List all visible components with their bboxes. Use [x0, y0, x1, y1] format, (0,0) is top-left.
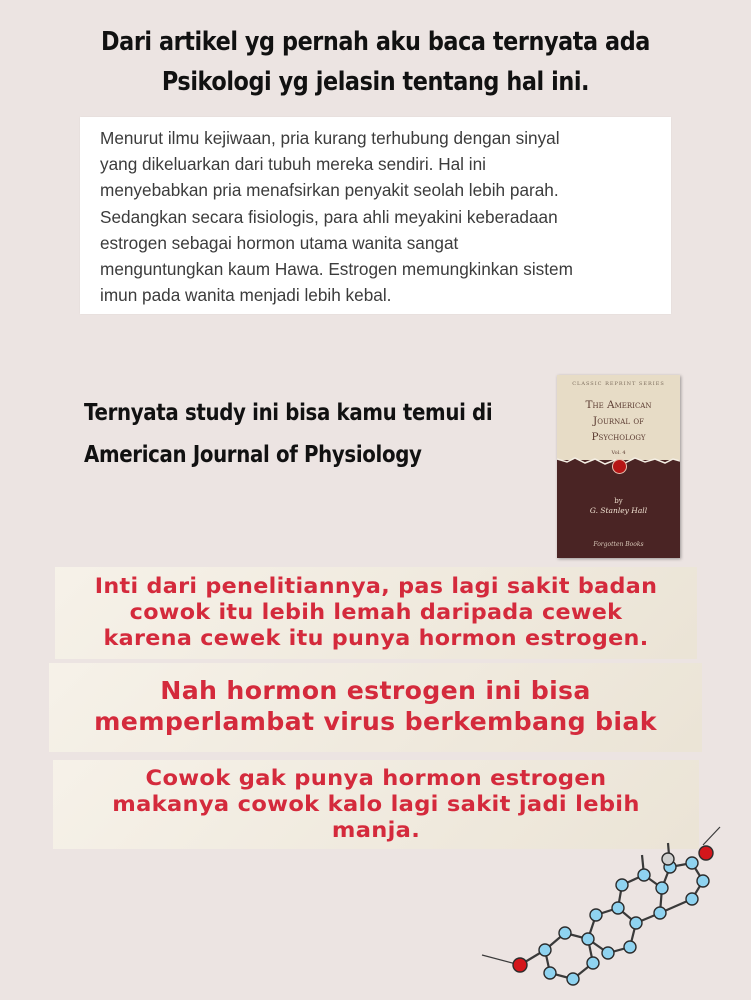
- book-volume: Vol. 4: [611, 450, 626, 456]
- quote-line: menguntungkan kaum Hawa. Estrogen memungkinkan sistem: [100, 259, 573, 280]
- journal-book-cover: [557, 375, 680, 558]
- quote-line: Sedangkan secara fisiologis, para ahli meyakini keberadaan: [100, 206, 558, 227]
- quote-line: Menurut ilmu kejiwaan, pria kurang terhubung dengan sinyal: [100, 128, 560, 148]
- book-author: G. Stanley Hall: [589, 506, 648, 515]
- quote-line: menyebabkan pria menafsirkan penyakit seolah lebih parah.: [100, 180, 559, 201]
- book-title-line: Psychology: [591, 431, 646, 443]
- article-quote-card: [80, 117, 671, 314]
- estrogen-molecule-icon: [470, 815, 751, 1000]
- banner-line: karena cewek itu punya hormon estrogen.: [103, 626, 649, 650]
- banner-text: [36, 573, 717, 651]
- banner-line: Nah hormon estrogen ini bisa: [160, 676, 591, 705]
- study-line-2: American Journal of Physiology: [84, 442, 422, 468]
- banner-line: cowok itu lebih lemah daripada cewek: [129, 600, 623, 624]
- page-heading: [53, 22, 699, 102]
- book-title-line: The American: [585, 399, 652, 411]
- book-publisher: Forgotten Books: [593, 541, 644, 548]
- quote-line: yang dikeluarkan dari tubuh mereka sendiri. Hal ini: [100, 154, 486, 175]
- article-quote-text: [100, 125, 660, 308]
- quote-line: imun pada wanita menjadi lebih kebal.: [100, 285, 392, 306]
- heading-line-2: Psikologi yg jelasin tentang hal ini.: [161, 67, 590, 97]
- banner-line: Inti dari penelitiannya, pas lagi sakit badan: [94, 574, 658, 598]
- book-series: CLASSIC REPRINT SERIES: [572, 381, 665, 387]
- study-reference-text: [84, 392, 493, 476]
- highlight-banner-1: [55, 567, 697, 659]
- banner-line: Cowok gak punya hormon estrogen: [145, 766, 607, 791]
- banner-line: memperlambat virus berkembang biak: [94, 707, 657, 736]
- study-line-1: Ternyata study ini bisa kamu temui di: [84, 400, 493, 426]
- banner-line: makanya cowok kalo lagi sakit jadi lebih: [112, 792, 640, 817]
- book-by: by: [614, 497, 623, 505]
- book-title-line: Journal of: [593, 415, 644, 427]
- heading-line-1: Dari artikel yg pernah aku baca ternyata ada: [101, 27, 650, 57]
- highlight-banner-2: [49, 663, 702, 752]
- book-title: [563, 397, 674, 445]
- seal-icon: [612, 459, 627, 474]
- quote-line: estrogen sebagai hormon utama wanita sangat: [100, 232, 459, 253]
- banner-line: manja.: [331, 818, 421, 843]
- banner-text: [39, 675, 712, 737]
